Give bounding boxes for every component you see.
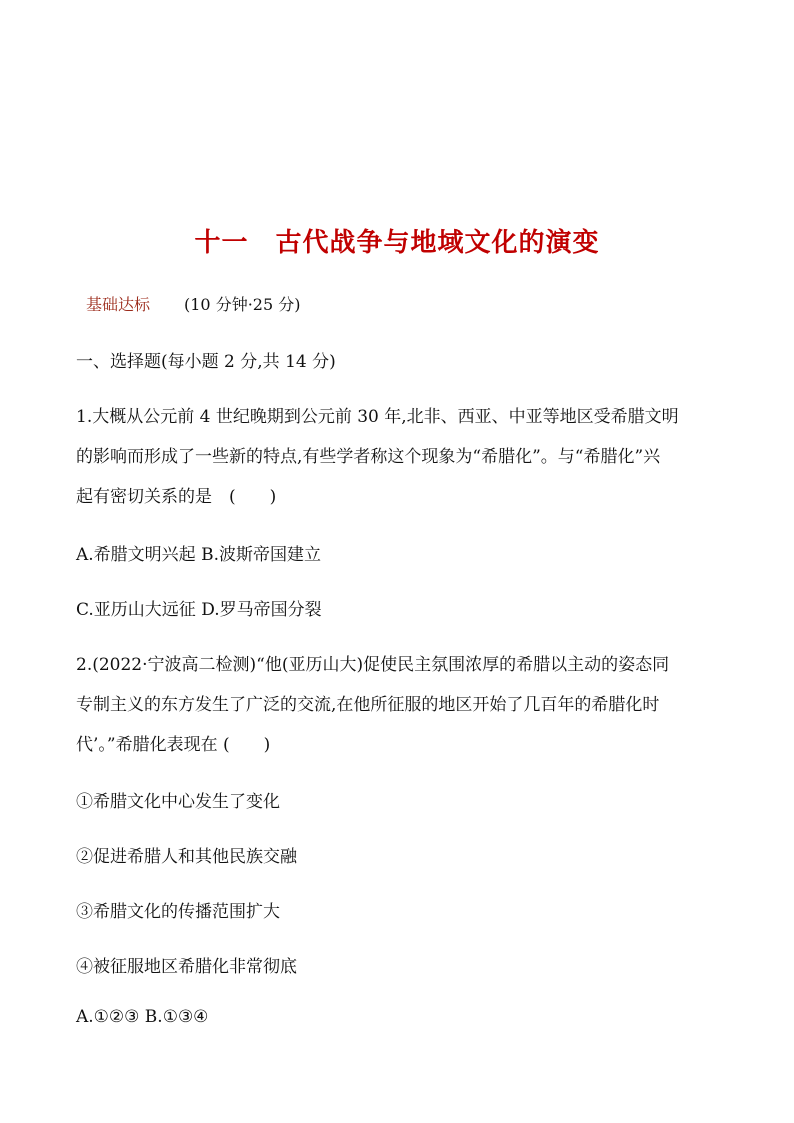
part-heading: 一、选择题(每小题 2 分,共 14 分) [76,352,336,372]
question-2-item-3: ③希腊文化的传播范围扩大 [76,902,280,922]
question-1-line-3: 起有密切关系的是 ( ) [76,487,277,507]
question-2-item-2: ②促进希腊人和其他民族交融 [76,847,297,867]
question-1-options-1: A.希腊文明兴起 B.波斯帝国建立 [76,545,321,565]
question-2-line-2: 专制主义的东方发生了广泛的交流,在他所征服的地区开始了几百年的希腊化时 [76,695,660,715]
question-2-line-3: 代’。”希腊化表现在 ( ) [76,735,271,755]
question-1-line-1: 1.大概从公元前 4 世纪晚期到公元前 30 年,北非、西亚、中亚等地区受希腊文明 [76,407,679,427]
section-meta: (10 分钟·25 分) [184,295,301,314]
question-1-line-2: 的影响而形成了一些新的特点,有些学者称这个现象为“希腊化”。与“希腊化”兴 [76,447,661,467]
page-title: 十一 古代战争与地域文化的演变 [194,228,600,258]
question-1-options-2: C.亚历山大远征 D.罗马帝国分裂 [76,600,322,620]
section-tag: 基础达标 [86,295,151,314]
question-2-options-1: A.①②③ B.①③④ [76,1007,209,1027]
question-2-item-1: ①希腊文化中心发生了变化 [76,792,280,812]
question-2-line-1: 2.(2022·宁波高二检测)“他(亚历山大)促使民主氛围浓厚的希腊以主动的姿态同 [76,655,670,675]
question-2-item-4: ④被征服地区希腊化非常彻底 [76,957,297,977]
